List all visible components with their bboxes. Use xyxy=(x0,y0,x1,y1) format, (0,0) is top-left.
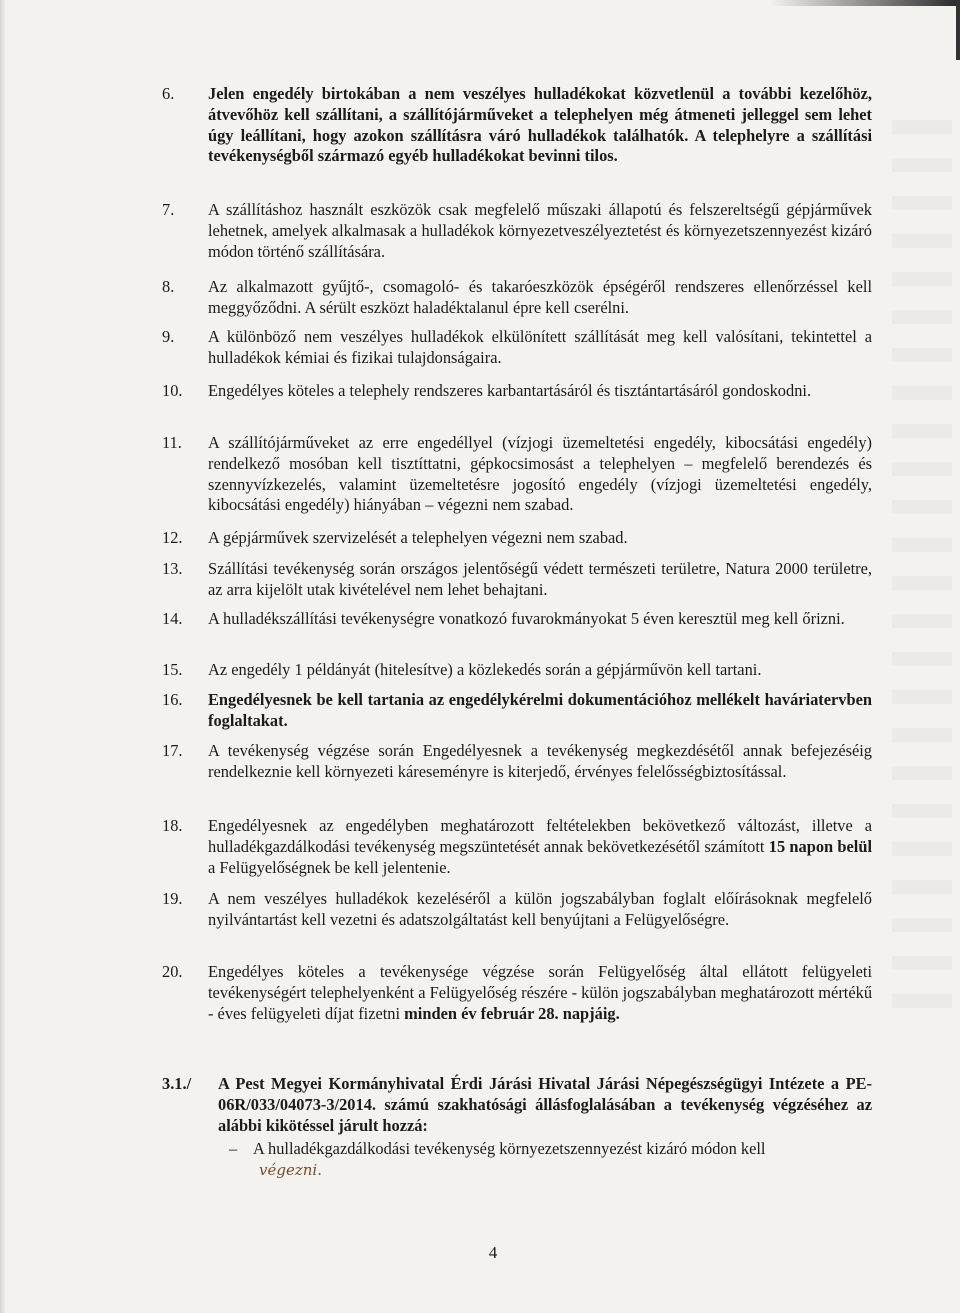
condition-item-16 xyxy=(162,690,872,732)
item-number: 19. xyxy=(162,889,183,908)
item-number: 14. xyxy=(162,609,183,628)
item-number: 8. xyxy=(162,277,175,296)
item-text: Szállítási tevékenység során országos jelentőségű védett természeti területre, Natura 2000 területre, az arra kijelölt utak kivételével nem lehet behajtani. xyxy=(208,559,872,599)
condition-item-12 xyxy=(162,528,872,549)
item-number: 6. xyxy=(162,84,175,103)
bullet-text xyxy=(253,1139,873,1181)
section-number: 3.1./ xyxy=(162,1074,192,1093)
item-number: 10. xyxy=(162,381,183,400)
bullet-item xyxy=(229,1139,873,1181)
item-number: 11. xyxy=(162,433,182,452)
item-text: A szállítójárműveket az erre engedéllyel (vízjogi üzemeltetési engedély, kibocsátási engedély) rendelkező mosóban kell tisztíttatni, gépkocsimosást a telephelyen – megfelelő berendezés és szennyvízkezelés, valamint üzemeltetésre jogosító engedély (vízjogi üzemeltetési engedély, kibocsátási engedély) hiányában – végezni nem szabad. xyxy=(208,433,872,515)
condition-item-20 xyxy=(162,962,872,1024)
condition-item-19 xyxy=(162,889,872,931)
item-number: 15. xyxy=(162,660,183,679)
condition-item-7 xyxy=(162,200,872,262)
item-number: 18. xyxy=(162,816,183,835)
condition-item-9 xyxy=(162,327,872,369)
item-text: Engedélyesnek be kell tartania az engedélykérelmi dokumentációhoz mellékelt haváriatervben foglaltakat. xyxy=(208,690,872,730)
item-text: Jelen engedély birtokában a nem veszélyes hulladékokat közvetlenül a további kezelőhöz, átvevőhöz kell szállítani, a szállítójárműveket a telephelyen még átmeneti jelleggel sem lehet úgy leállítani, hogy azokon szállításra váró hulladékok találhatók. A telephelyre a szállítási tevékenységből származó egyéb hulladékokat bevinni tilos. xyxy=(208,84,872,166)
item-text: Az engedély 1 példányát (hitelesítve) a közlekedés során a gépjárművön kell tartani. xyxy=(208,660,762,679)
item-text: A gépjárművek szervizelését a telephelyen végezni nem szabad. xyxy=(208,528,628,547)
item-number: 9. xyxy=(162,327,175,346)
item-text-part: Engedélyesnek az engedélyben meghatározott feltételekben bekövetkező változást, illetve a hulladékgazdálkodási tevékenység megszüntetését annak bekövetkezésétől számított xyxy=(208,816,872,856)
item-number: 7. xyxy=(162,200,175,219)
condition-item-13 xyxy=(162,559,872,601)
condition-item-11 xyxy=(162,433,872,516)
condition-item-15 xyxy=(162,660,872,681)
deadline-emphasis: 15 napon belül xyxy=(768,836,872,856)
item-number: 16. xyxy=(162,690,183,709)
item-text: Az alkalmazott gyűjtő-, csomagoló- és takaróeszközök épségéről rendszeres ellenőrzéssel kell meggyőződni. A sérült eszközt haladéktalanul épre kell cserélni. xyxy=(208,277,872,317)
handwritten-word: végezni. xyxy=(259,1160,322,1179)
condition-item-6 xyxy=(162,84,872,167)
item-number: 17. xyxy=(162,741,183,760)
item-text xyxy=(208,816,872,878)
section-text: A Pest Megyei Kormányhivatal Érdi Járási Hivatal Járási Népegészségügyi Intézete a PE-06R/033/04073-3/2014. számú szakhatósági állásfoglalásában a tevékenység végzéséhez az alábbi kikötéssel járult hozzá: xyxy=(218,1074,872,1135)
condition-item-10 xyxy=(162,381,872,402)
item-text: Engedélyes köteles a telephely rendszeres karbantartásáról és tisztántartásáról gondoskodni. xyxy=(208,381,812,400)
condition-item-17 xyxy=(162,741,872,783)
bullet-dash: – xyxy=(229,1139,238,1158)
item-number: 13. xyxy=(162,559,183,578)
condition-item-18 xyxy=(162,816,872,878)
item-text: A szállításhoz használt eszközök csak megfelelő műszaki állapotú és felszereltségű gépjárművek lehetnek, amelyek alkalmasak a hulladékok környezetveszélyeztetést és környezetszennyezést kizáró módon történő szállítására. xyxy=(208,200,872,261)
item-text: A hulladékszállítási tevékenységre vonatkozó fuvarokmányokat 5 éven keresztül meg kell őrizni. xyxy=(208,609,845,628)
item-text: A nem veszélyes hulladékok kezeléséről a külön jogszabályban foglalt előírásoknak megfelelő nyilvántartást kell vezetni és adatszolgáltatást kell benyújtani a Felügyelőségre. xyxy=(208,889,872,929)
section-3-1 xyxy=(162,1074,872,1136)
bullet-text-part: A hulladékgazdálkodási tevékenység környezetszennyezést kizáró módon kell xyxy=(253,1139,766,1158)
item-text xyxy=(208,962,872,1024)
page-number: 4 xyxy=(488,1243,498,1262)
item-text: A különböző nem veszélyes hulladékok elkülönített szállítását meg kell valósítani, tekintettel a hulladékok kémiai és fizikai tulajdonságaira. xyxy=(208,327,872,367)
item-text: A tevékenység végzése során Engedélyesnek a tevékenység megkezdésétől annak befejezéséig rendelkeznie kell környezeti káreseményre is kiterjedő, érvényes felelősségbiztosítással. xyxy=(208,741,872,781)
condition-item-14 xyxy=(162,609,872,630)
item-text-part: Engedélyes köteles a tevékenysége végzése során Felügyelőség által ellátott felügyeleti tevékenységért telephelyenként a Felügyelőség részére - külön jogszabályban meghatározott mértékű - éves felügyeleti díjat fizetni xyxy=(208,962,873,1023)
item-number: 12. xyxy=(162,528,183,547)
condition-item-8 xyxy=(162,277,872,319)
item-number: 20. xyxy=(162,962,183,981)
item-text-part: a Felügyelőségnek be kell jelentenie. xyxy=(208,857,451,877)
deadline-emphasis: minden év február 28. napjáig. xyxy=(404,1003,620,1023)
